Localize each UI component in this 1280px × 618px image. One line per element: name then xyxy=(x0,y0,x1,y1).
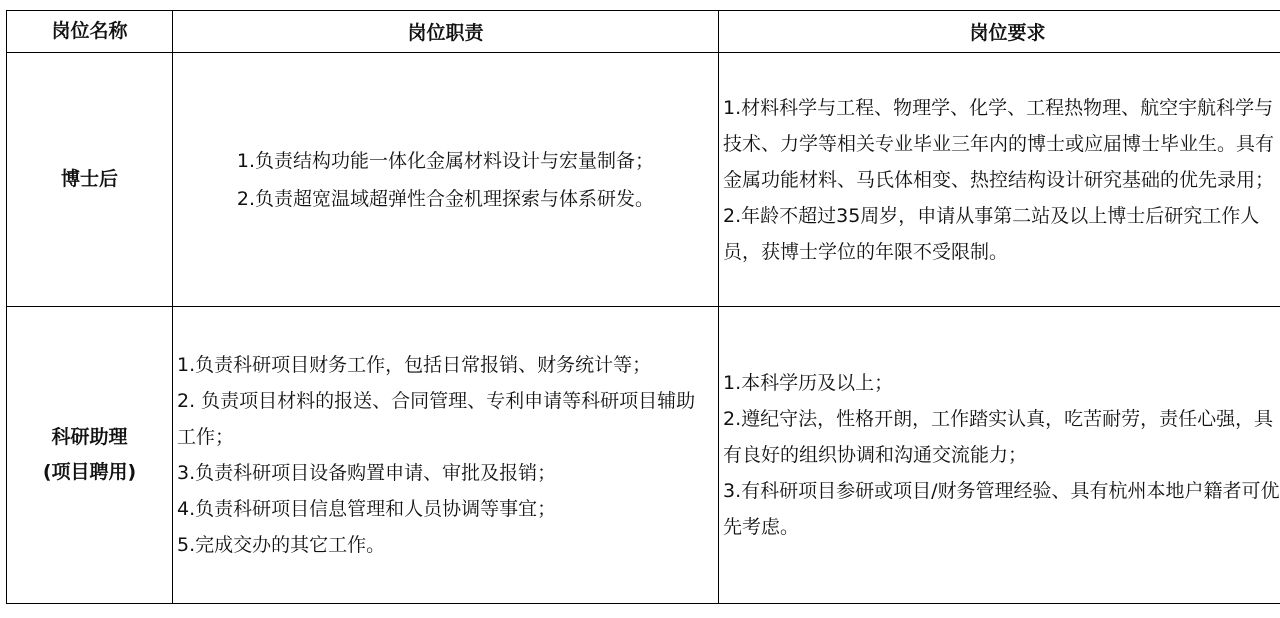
position-name-cell xyxy=(7,307,173,604)
duties-cell xyxy=(173,307,719,604)
header-position-duties: 岗位职责 xyxy=(173,11,719,53)
position-name-cell xyxy=(7,53,173,307)
position-name: 科研助理 xyxy=(51,426,128,448)
table-header-row xyxy=(7,11,1280,53)
requirements-cell xyxy=(719,53,1280,307)
duty-item: 1.负责结构功能一体化金属材料设计与宏量制备； xyxy=(236,149,655,172)
requirement-item: 3.有科研项目参研或项目/财务管理经验、具有杭州本地户籍者可优先考虑。 xyxy=(723,480,1280,538)
duty-item: 2. 负责项目材料的报送、合同管理、专利申请等科研项目辅助工作； xyxy=(177,390,696,448)
header-position-name: 岗位名称 xyxy=(7,11,173,53)
duty-item: 4.负责科研项目信息管理和人员协调等事宜； xyxy=(177,498,557,520)
table-row xyxy=(7,307,1280,604)
requirement-item: 1.材料科学与工程、物理学、化学、工程热物理、航空宇航科学与技术、力学等相关专业毕业三年内的博士或应届博士毕业生。具有金属功能材料、马氏体相变、热控结构设计研究基础的优先录用； xyxy=(723,96,1275,191)
duties-cell xyxy=(173,53,719,307)
duty-item: 1.负责科研项目财务工作，包括日常报销、财务统计等； xyxy=(177,354,652,376)
duty-item: 5.完成交办的其它工作。 xyxy=(177,534,386,556)
duty-item: 3.负责科研项目设备购置申请、审批及报销； xyxy=(177,462,557,484)
header-position-requirements: 岗位要求 xyxy=(719,11,1280,53)
duty-item: 2.负责超宽温域超弹性合金机理探索与体系研发。 xyxy=(236,187,655,210)
requirement-item: 2.遵纪守法，性格开朗，工作踏实认真，吃苦耐劳，责任心强，具有良好的组织协调和沟通交流能力； xyxy=(723,408,1274,466)
requirements-cell xyxy=(719,307,1280,604)
position-name-note: (项目聘用) xyxy=(42,461,137,483)
table-row xyxy=(7,53,1280,307)
position-name: 博士后 xyxy=(60,168,118,190)
requirement-item: 2.年龄不超过35周岁，申请从事第二站及以上博士后研究工作人员，获博士学位的年限不受限制。 xyxy=(723,204,1260,263)
positions-table xyxy=(6,10,1280,604)
requirement-item: 1.本科学历及以上； xyxy=(723,372,894,394)
